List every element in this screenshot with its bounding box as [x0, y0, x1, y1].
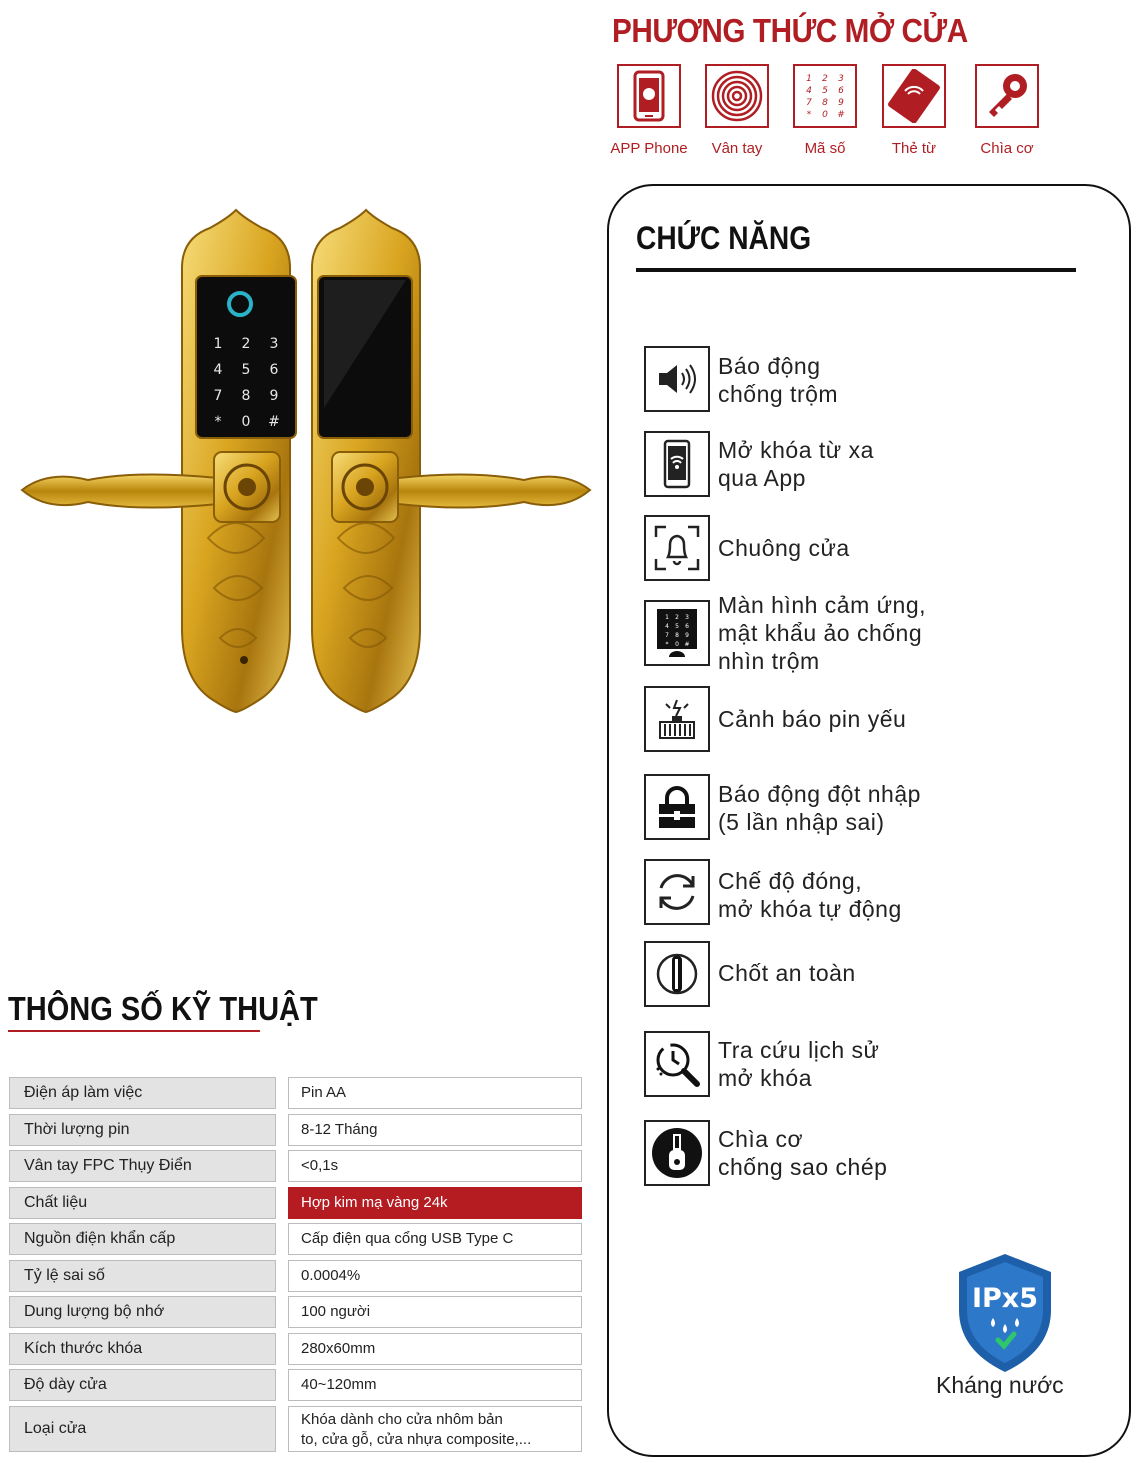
method-label: Chìa cơ — [980, 140, 1034, 157]
svg-text:1: 1 — [665, 614, 669, 621]
keypad-key: 6 — [269, 362, 279, 378]
keypad-key: 0 — [241, 414, 251, 430]
svg-text:7: 7 — [665, 632, 669, 639]
spec-value: 40~120mm — [288, 1369, 582, 1401]
spec-value: 280x60mm — [288, 1333, 582, 1365]
mechanical-key-icon — [644, 1120, 710, 1186]
functions-title-rule — [636, 268, 1076, 272]
svg-text:0: 0 — [822, 110, 828, 120]
keypad-key: 8 — [241, 388, 251, 404]
svg-text:8: 8 — [675, 632, 679, 639]
spec-key: Chất liệu — [9, 1187, 276, 1219]
method-key — [962, 64, 1052, 157]
spec-key: Vân tay FPC Thụy Điển — [9, 1150, 276, 1182]
feature-label: Chuông cửa — [718, 535, 850, 561]
spec-key: Tỷ lệ sai số — [9, 1260, 276, 1292]
svg-text:#: # — [837, 110, 845, 120]
spec-key: Thời lượng pin — [9, 1114, 276, 1146]
svg-text:9: 9 — [838, 98, 844, 108]
specs-title: THÔNG SỐ KỸ THUẬT — [8, 990, 318, 1027]
feature-label: Chế độ đóng, mở khóa tự động — [718, 868, 902, 922]
refresh-icon — [644, 859, 710, 925]
svg-text:9: 9 — [685, 632, 689, 639]
badge-code: IPx5 — [971, 1283, 1039, 1314]
method-fingerprint — [692, 64, 782, 157]
spec-key: Nguồn điện khẩn cấp — [9, 1223, 276, 1255]
keypad-key: * — [214, 414, 222, 430]
svg-text:3: 3 — [685, 614, 689, 621]
fingerprint-icon — [705, 64, 769, 128]
specs-title-rule — [8, 1030, 260, 1032]
method-keypad — [780, 64, 870, 157]
feature-label: Chốt an toàn — [718, 960, 856, 986]
safety-latch-icon — [644, 941, 710, 1007]
method-app-phone — [604, 64, 694, 157]
keypad-key: 1 — [213, 336, 223, 352]
svg-text:6: 6 — [838, 86, 844, 96]
spec-value: Pin AA — [288, 1077, 582, 1109]
spec-value: 100 người — [288, 1296, 582, 1328]
bell-icon — [644, 515, 710, 581]
svg-text:*: * — [665, 641, 669, 648]
keypad-key: 3 — [269, 336, 279, 352]
waterproof-shield-icon — [955, 1252, 1055, 1374]
feature-label: Chìa cơ chống sao chép — [718, 1126, 888, 1180]
phone-wifi-icon — [644, 431, 710, 497]
svg-text:0: 0 — [675, 641, 679, 648]
padlock-icon — [644, 774, 710, 840]
spec-key: Kích thước khóa — [9, 1333, 276, 1365]
method-label: Thẻ từ — [891, 140, 937, 157]
method-label: Mã số — [804, 140, 846, 157]
spec-value-highlight: Hợp kim mạ vàng 24k — [288, 1187, 582, 1219]
key-icon — [975, 64, 1039, 128]
feature-label: Tra cứu lịch sử mở khóa — [718, 1037, 880, 1091]
spec-key: Độ dày cửa — [9, 1369, 276, 1401]
keypad-key: 5 — [241, 362, 251, 378]
history-search-icon — [644, 1031, 710, 1097]
spec-key: Loại cửa — [9, 1406, 276, 1452]
svg-text:#: # — [684, 641, 690, 648]
svg-text:4: 4 — [665, 623, 669, 630]
svg-text:2: 2 — [822, 74, 828, 84]
svg-text:1: 1 — [806, 74, 812, 84]
smart-lock-image — [18, 208, 594, 716]
feature-label: Cảnh báo pin yếu — [718, 706, 907, 732]
spec-value: 8-12 Tháng — [288, 1114, 582, 1146]
svg-text:8: 8 — [822, 98, 828, 108]
keypad-key: 2 — [241, 336, 251, 352]
phone-app-icon — [617, 64, 681, 128]
svg-text:7: 7 — [806, 98, 812, 108]
feature-label: Màn hình cảm ứng, mật khẩu ảo chống nhìn trộm — [718, 592, 926, 674]
spec-value: 0.0004% — [288, 1260, 582, 1292]
method-label: Vân tay — [711, 140, 763, 157]
spec-value: Cấp điện qua cổng USB Type C — [288, 1223, 582, 1255]
feature-label: Báo động đột nhập (5 lần nhập sai) — [718, 781, 921, 835]
spec-key: Dung lượng bộ nhớ — [9, 1296, 276, 1328]
keypad-key: 4 — [213, 362, 223, 378]
methods-title: PHƯƠNG THỨC MỞ CỬA — [612, 12, 968, 49]
speaker-icon — [644, 346, 710, 412]
svg-text:*: * — [806, 110, 812, 120]
touch-keypad-icon — [644, 600, 710, 666]
svg-text:4: 4 — [806, 86, 812, 96]
spec-value: Khóa dành cho cửa nhôm bản to, cửa gỗ, cửa nhựa composite,... — [288, 1406, 582, 1452]
functions-title: CHỨC NĂNG — [636, 220, 812, 256]
spec-value: <0,1s — [288, 1150, 582, 1182]
spec-key: Điện áp làm việc — [9, 1077, 276, 1109]
keypad-key: 9 — [269, 388, 279, 404]
keypad-icon — [793, 64, 857, 128]
svg-text:6: 6 — [685, 623, 689, 630]
low-battery-icon — [644, 686, 710, 752]
feature-label: Mở khóa từ xa qua App — [718, 437, 874, 491]
keypad-key: # — [268, 414, 280, 430]
card-icon — [882, 64, 946, 128]
svg-text:5: 5 — [822, 86, 828, 96]
feature-label: Báo động chống trộm — [718, 353, 839, 407]
svg-text:2: 2 — [675, 614, 679, 621]
svg-text:3: 3 — [838, 74, 844, 84]
waterproof-label: Kháng nước — [936, 1372, 1064, 1398]
keypad-key: 7 — [213, 388, 223, 404]
method-label: APP Phone — [610, 140, 688, 157]
svg-text:5: 5 — [675, 623, 679, 630]
method-card — [869, 64, 959, 157]
